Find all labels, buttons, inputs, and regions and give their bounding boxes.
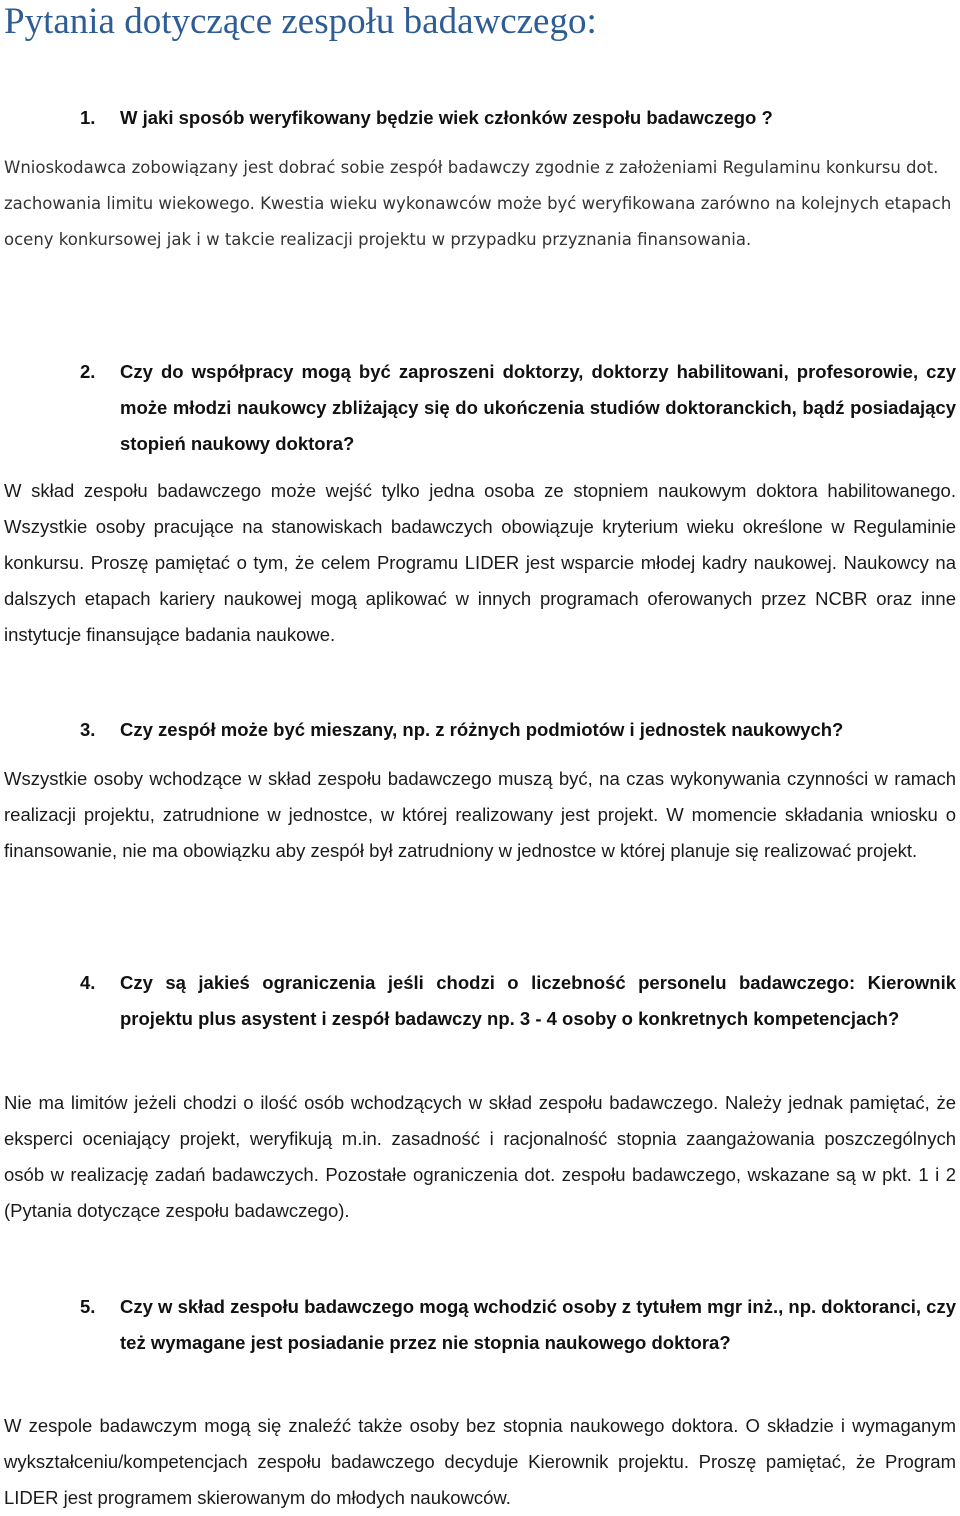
answer-1: Wnioskodawca zobowiązany jest dobrać sobie zespół badawczy zgodnie z założeniami Regulaminu konkursu dot. zachowania limitu wiekowego. Kwestia wieku wykonawców może być weryfikowana zarówno na kolejnych etapach oceny konkursowej jak i w takcie realizacji projektu w przypadku przyznania finansowania. xyxy=(4,158,952,249)
question-3 xyxy=(80,712,956,748)
question-4 xyxy=(80,965,956,1037)
question-1 xyxy=(80,100,956,136)
question-number: 3. xyxy=(80,719,96,740)
question-text: W jaki sposób weryfikowany będzie wiek członków zespołu badawczego ? xyxy=(120,107,773,128)
question-number: 5. xyxy=(80,1296,96,1317)
answer-4: Nie ma limitów jeżeli chodzi o ilość osób wchodzących w skład zespołu badawczego. Należy jednak pamiętać, że eksperci oceniający projekt, weryfikują m.in. zasadność i racjonalność stopnia zaangażowania poszczególnych osób w realizację zadań badawczych. Pozostałe ograniczenia dot. zespołu badawczego, wskazane są w pkt. 1 i 2 (Pytania dotyczące zespołu badawczego). xyxy=(4,1092,956,1221)
answer-3: Wszystkie osoby wchodzące w skład zespołu badawczego muszą być, na czas wykonywania czynności w ramach realizacji projektu, zatrudnione w jednostce, w której realizowany jest projekt. W momencie składania wniosku o finansowanie, nie ma obowiązku aby zespół był zatrudniony w jednostce w której planuje się realizować projekt. xyxy=(4,768,956,861)
question-5 xyxy=(80,1289,956,1361)
answer-2: W skład zespołu badawczego może wejść tylko jedna osoba ze stopniem naukowym doktora habilitowanego. Wszystkie osoby pracujące na stanowiskach badawczych obowiązuje kryterium wieku określone w Regulaminie konkursu. Proszę pamiętać o tym, że celem Programu LIDER jest wsparcie młodej kadry naukowej. Naukowcy na dalszych etapach kariery naukowej mogą aplikować w innych programach oferowanych przez NCBR oraz inne instytucje finansujące badania naukowe. xyxy=(4,480,956,645)
question-text: Czy są jakieś ograniczenia jeśli chodzi o liczebność personelu badawczego: Kierownik projektu plus asystent i zespół badawczy np. 3 - 4 osoby o konkretnych kompetencjach? xyxy=(120,972,956,1029)
page-title: Pytania dotyczące zespołu badawczego: xyxy=(4,1,597,42)
question-2 xyxy=(80,354,956,462)
question-text: Czy do współpracy mogą być zaproszeni doktorzy, doktorzy habilitowani, profesorowie, czy może młodzi naukowcy zbliżający się do ukończenia studiów doktoranckich, bądź posiadający stopień naukowy doktora? xyxy=(120,361,956,454)
question-number: 4. xyxy=(80,972,96,993)
question-text: Czy zespół może być mieszany, np. z różnych podmiotów i jednostek naukowych? xyxy=(120,719,844,740)
answer-5: W zespole badawczym mogą się znaleźć także osoby bez stopnia naukowego doktora. O składzie i wymaganym wykształceniu/kompetencjach zespołu badawczego decyduje Kierownik projektu. Proszę pamiętać, że Program LIDER jest programem skierowanym do młodych naukowców. xyxy=(4,1415,956,1508)
question-number: 2. xyxy=(80,361,96,382)
question-text: Czy w skład zespołu badawczego mogą wchodzić osoby z tytułem mgr inż., np. doktoranci, czy też wymagane jest posiadanie przez nie stopnia naukowego doktora? xyxy=(120,1296,956,1353)
question-number: 1. xyxy=(80,107,96,128)
